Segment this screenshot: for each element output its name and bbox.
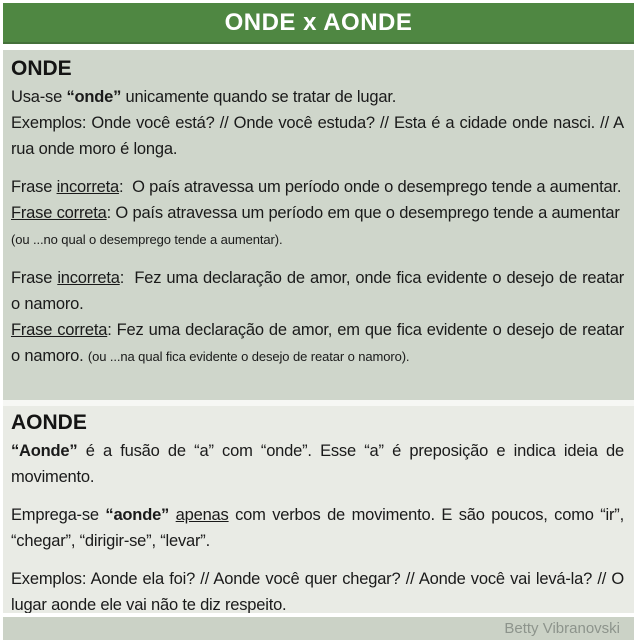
text-run: com verbos de movimento. E são poucos, como “ir”, “chegar”, “dirigir-se”, “levar”. — [11, 506, 624, 550]
text-run: : Fez uma declaração de amor, em que fica evidente o desejo de reatar o namoro. — [11, 321, 624, 365]
paragraph — [11, 566, 624, 613]
text-run: Frase correta — [11, 321, 108, 339]
text-run: “aonde” — [105, 506, 170, 524]
section-onde — [3, 50, 634, 400]
text-run: apenas — [175, 506, 229, 524]
text-run: : O país atravessa um período onde o desemprego tende a aumentar. — [118, 178, 622, 196]
section-body — [11, 84, 624, 370]
paragraph — [11, 200, 624, 253]
section-aonde — [3, 406, 634, 613]
text-run: Exemplos: Aonde ela foi? // Aonde você quer chegar? // Aonde você vai levá-la? // O lugar aonde ele vai não te diz respeito. — [11, 570, 624, 613]
text-run: (ou ...na qual fica evidente o desejo de reatar o namoro). — [87, 349, 410, 364]
text-run: unicamente quando se tratar de lugar. — [121, 88, 397, 106]
section-heading: AONDE — [11, 411, 87, 434]
paragraph — [11, 502, 624, 554]
text-run: “Aonde” — [11, 442, 78, 460]
paragraph — [11, 84, 624, 110]
text-run: : Fez uma declaração de amor, onde fica evidente o desejo de reatar o namoro. — [11, 269, 624, 313]
paragraph — [11, 265, 624, 317]
credit-text: Betty Vibranovski — [504, 620, 620, 637]
text-run: Frase correta — [11, 204, 107, 222]
paragraph — [11, 110, 624, 162]
paragraph — [11, 438, 624, 490]
text-run: Emprega-se — [11, 506, 106, 524]
credit-bar — [3, 617, 634, 640]
text-run: Frase — [11, 269, 58, 287]
text-run: (ou ...no qual o desemprego tende a aumentar). — [11, 232, 283, 247]
text-run: Frase — [11, 178, 57, 196]
content — [3, 50, 634, 613]
paragraph — [11, 317, 624, 370]
title-bar — [3, 3, 634, 44]
text-run: é a fusão de “a” com “onde”. Esse “a” é preposição e indica ideia de movimento. — [11, 442, 624, 486]
paragraph — [11, 174, 624, 200]
text-run: Exemplos: Onde você está? // Onde você estuda? // Esta é a cidade onde nasci. // A rua onde moro é longa. — [11, 114, 624, 158]
text-run: Usa-se — [11, 88, 67, 106]
text-run: incorreta — [57, 269, 120, 287]
section-heading: ONDE — [11, 57, 72, 80]
text-run: “onde” — [66, 88, 122, 106]
text-run: incorreta — [56, 178, 119, 196]
text-run: : O país atravessa um período em que o desemprego tende a aumentar — [106, 204, 624, 222]
slide-title: ONDE x AONDE — [224, 8, 413, 36]
section-body — [11, 438, 624, 613]
